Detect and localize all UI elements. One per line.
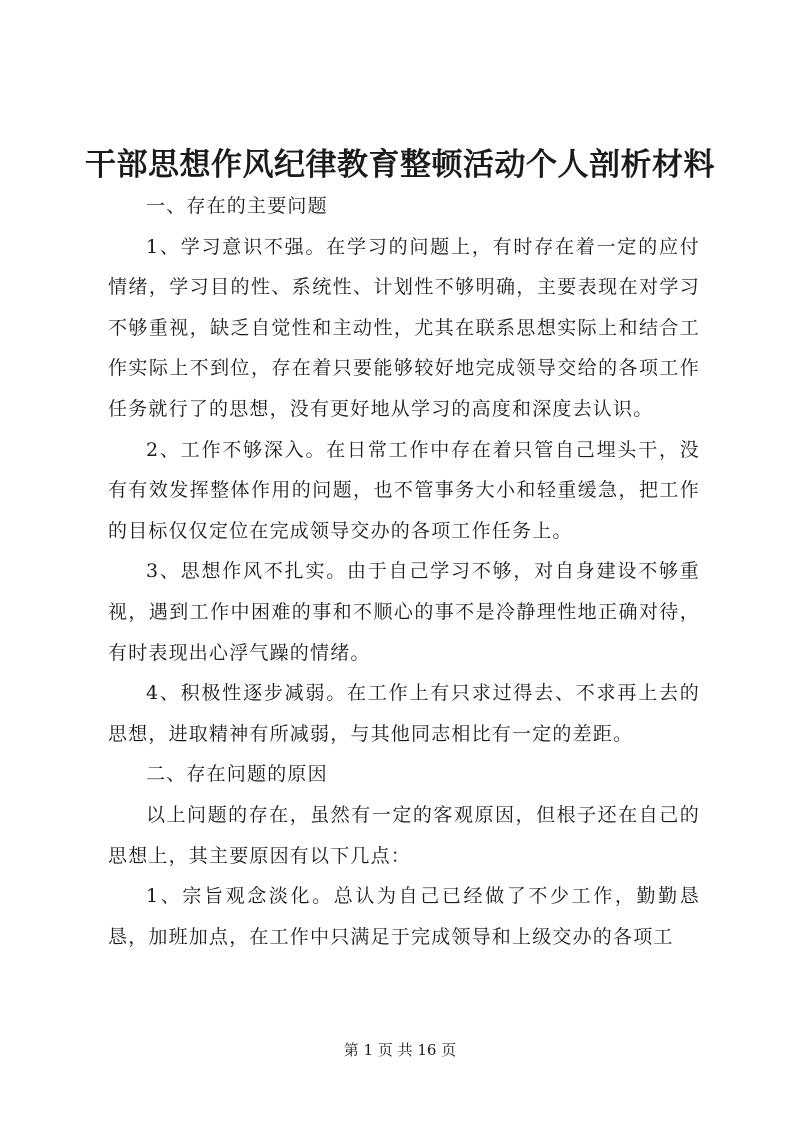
section-heading: 二、存在问题的原因: [146, 763, 328, 786]
body-paragraph: 1、学习意识不强。在学习的问题上，有时存在着一定的应付情绪，学习目的性、系统性、计划性不够明确，主要表现在对学习不够重视，缺乏自觉性和主动性，尤其在联系思想实际上和结合工作实际上不到位，存在着只要能够较好地完成领导交给的各项工作任务就行了的思想，没有更好地从学习的高度和深度去认识。: [108, 235, 700, 420]
document-title: 干部思想作风纪律教育整顿活动个人剖析材料: [85, 147, 715, 183]
body-paragraph: 以上问题的存在，虽然有一定的客观原因，但根子还在自己的思想上，其主要原因有以下几点：: [108, 803, 700, 867]
page-number-footer: 第 1 页 共 16 页: [343, 1041, 457, 1059]
document-body: [108, 186, 700, 957]
body-paragraph: 2、工作不够深入。在日常工作中存在着只管自己埋头干，没有有效发挥整体作用的问题，也不管事务大小和轻重缓急，把工作的目标仅仅定位在完成领导交办的各项工作任务上。: [108, 438, 700, 542]
body-paragraph: 1、宗旨观念淡化。总认为自己已经做了不少工作，勤勤恳恳，加班加点，在工作中只满足于完成领导和上级交办的各项工: [108, 885, 700, 948]
section-heading: 一、存在的主要问题: [146, 195, 328, 217]
body-paragraph: 4、积极性逐步减弱。在工作上有只求过得去、不求再上去的思想，进取精神有所减弱，与其他同志相比有一定的差距。: [108, 682, 700, 745]
body-paragraph: 3、思想作风不扎实。由于自己学习不够，对自身建设不够重视，遇到工作中困难的事和不顺心的事不是冷静理性地正确对待，有时表现出心浮气躁的情绪。: [108, 560, 700, 664]
